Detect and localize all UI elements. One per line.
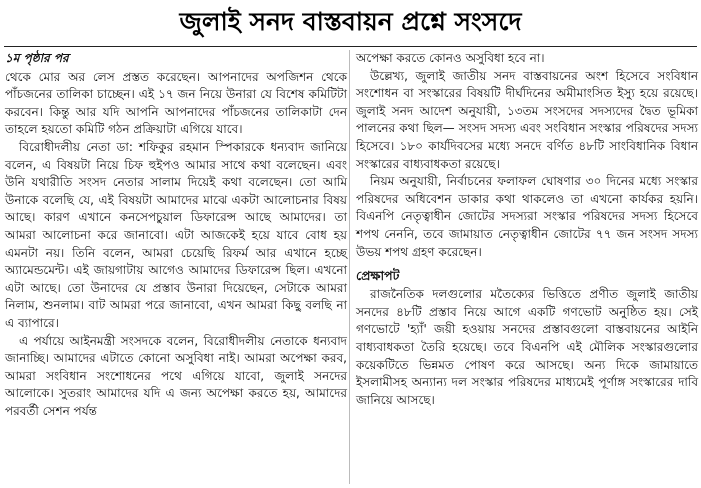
left-paragraph-2: বিরোধীদলীয় নেতা ডা: শফিকুর রহমান স্পিকারকে ধন্যবাদ জানিয়ে বলেন, এ বিষয়টা নিয়ে চিফ হুইপও আমার সাথে কথা বলেছেন। এবং উনি যথারীতি সংসদ নেতার সালাম দিয়েই কথা বলেছেন। তো আমি উনাকে বলেছি যে, এই বিষয়টা আমাদের মাঝে একটা আলোচনার বিষয় আছে। কারণ এখানে কনসেপচুয়াল ডিফারেন্স আছে আমাদের। তা আমরা আলোচনা করে জানাবো। এটা আজকেই হয়ে যাবে বোধ হয় এমনটা নয়। তিনি বলেন, আমরা চেয়েছি রিফর্ম আর এখানে হচ্ছে অ্যামেন্ডমেন্ট। এই জায়গাটায় আগেও আমাদের ডিফারেন্স ছিল। এখনো এটা আছে। তো উনাদের যে প্রস্তাব উনারা দিয়েছেন, সেটাকে আমরা নিলাম, শুনলাম। বাট আমরা পরে জানাবো, এখন আমরা কিছু বলছি না এ ব্যাপারে। (5, 139, 347, 330)
headline-rule (4, 46, 697, 47)
background-subhead: প্রেক্ষাপট (356, 268, 400, 284)
left-column (5, 50, 347, 420)
right-paragraph-2: উল্লেখ্য, জুলাই জাতীয় সনদ বাস্তবায়নের অংশ হিসেবে সংবিধান সংশোধন বা সংস্কারের বিষয়টি দীর্ঘদিনের অমীমাংসিত ইস্যু হয়ে রয়েছে। জুলাই সনদ আদেশ অনুযায়ী, ১৩তম সংসদের সদস্যদের দ্বৈত ভূমিকা পালনের কথা ছিল— সংসদ সদস্য এবং সংবিধান সংস্কার পরিষদের সদস্য হিসেবে। ১৮০ কার্যদিবসের মধ্যে সনদে বর্ণিত ৪৮টি সাংবিধানিক বিধান সংস্কারের বাধ্যবাধকতা রয়েছে। (356, 68, 698, 171)
right-paragraph-4: রাজনৈতিক দলগুলোর মতৈক্যের ভিত্তিতে প্রণীত জুলাই জাতীয় সনদের ৪৮টি প্রস্তাব নিয়ে আগে একটি গণভোট অনুষ্ঠিত হয়। সেই গণভোটে 'হ্যাঁ' জয়ী হওয়ায় সনদের প্রস্তাবগুলো বাস্তবায়নের আইনি বাধ্যবাধকতা তৈরি হয়েছে। তবে বিএনপি এই মৌলিক সংস্কারগুলোর কয়েকটিতে ভিন্নমত পোষণ করে আসছে। অন্য দিকে জামায়াতে ইসলামীসহ অন্যান্য দল সংস্কার পরিষদের মাধ্যমেই পূর্ণাঙ্গ সংস্কারের দাবি জানিয়ে আসছে। (356, 287, 698, 407)
left-paragraph-3: এ পর্যায়ে আইনমন্ত্রী সংসদকে বলেন, বিরোধীদলীয় নেতাকে ধন্যবাদ জানাচ্ছি। আমাদের এটাতে কোনো অসুবিধা নাই। আমরা অপেক্ষা করব, আমরা সংবিধান সংশোধনের পথে এগিয়ে যাবো, জুলাই সনদের আলোকে। সুতরাং আমাদের যদি এ জন্য অপেক্ষা করতে হয়, আমাদের পরবর্তী সেশন পর্যন্ত (5, 333, 347, 418)
right-paragraph-1: অপেক্ষা করতে কোনও অসুবিধা হবে না। (356, 51, 545, 65)
right-column (356, 50, 698, 409)
column-divider (349, 50, 350, 484)
headline: জুলাই সনদ বাস্তবায়ন প্রশ্নে সংসদে (179, 7, 522, 36)
right-paragraph-3: নিয়ম অনুযায়ী, নির্বাচনের ফলাফল ঘোষণার ৩০ দিনের মধ্যে সংস্কার পরিষদের অধিবেশন ডাকার কথা থাকলেও তা এখনো কার্যকর হয়নি। বিএনপি নেতৃত্বাধীন জোটের সদস্যরা সংস্কার পরিষদের সদস্য হিসেবে শপথ নেননি, তবে জামায়াত নেতৃত্বাধীন জোটের ৭৭ জন সংসদ সদস্য উভয় শপথ গ্রহণ করেছেন। (356, 174, 698, 259)
left-paragraph-1: থেকে মোর অর লেস প্রস্তত করেছেন। আপনাদের অপজিশন থেকে পাঁচজনের তালিকা চাচ্ছেন। এই ১৭ জন নিয়ে উনারা যে বিশেষ কমিটিটা করবেন। কিন্তু আর যদি আপনি আপনাদের পাঁচজনের তালিকাটা দেন তাহলে হয়তো কমিটি গঠন প্রক্রিয়াটা এগিয়ে যাবে। (5, 69, 347, 137)
continued-from-label: ১ম পৃষ্ঠার পর (5, 51, 69, 65)
